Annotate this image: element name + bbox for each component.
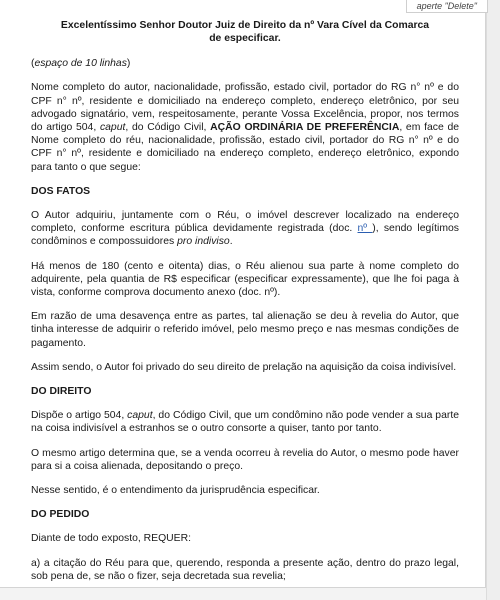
spacer-open: (	[31, 58, 35, 70]
direito-p1-italic: caput	[127, 410, 153, 422]
intro-text-2: , do Código Civil,	[125, 122, 211, 133]
fatos-paragraph-2: Há menos de 180 (cento e oitenta) dias, o Réu alienou sua parte à nome completo do adquirente, pela quantia de R$ especificar (especificar expressamente), que lhe foi paga à vista, conforme comprova documento anexo (doc. nº).	[31, 260, 459, 299]
fatos-p1-italic: pro indiviso	[177, 236, 230, 248]
spacer-text: espaço de 10 linhas	[34, 58, 127, 70]
delete-hint-tooltip: aperte "Delete"	[406, 0, 488, 13]
direito-paragraph-3: Nesse sentido, é o entendimento da jurisprudência especificar.	[31, 485, 320, 497]
section-heading-fatos: DOS FATOS	[31, 185, 91, 197]
intro-paragraph	[31, 81, 459, 173]
fatos-paragraph-3: Em razão de uma desavença entre as partes, tal alienação se deu à revelia do Autor, que tinha interesse de adquirir o referido imóvel, pelo mesmo preço e nas mesmas condições de pagamento.	[31, 311, 459, 349]
intro-caput: caput	[99, 122, 126, 133]
title-line-1: Excelentíssimo Senhor Doutor Juiz de Direito da nº Vara Cível da Comarca	[60, 20, 430, 31]
document-title	[31, 20, 459, 45]
doc-number-link[interactable]: nº	[357, 223, 373, 235]
direito-paragraph-2: O mesmo artigo determina que, se a venda ocorreu à revelia do Autor, o mesmo pode haver para si a coisa alienada, depositando o preço.	[31, 447, 459, 472]
fatos-paragraph-1	[31, 209, 459, 249]
intro-text-3: , em face de Nome completo do réu, nacionalidade, profissão, estado civil, portador do RG n° nº e do CPF n° nº, residente e domiciliado na endereço completo, endereço eletrônico, expondo para tanto o que segue:	[31, 122, 460, 173]
action-title: AÇÃO ORDINÁRIA DE PREFERÊNCIA	[210, 122, 400, 133]
vertical-scrollbar[interactable]	[486, 0, 500, 600]
pedido-paragraph-2: a) a citação do Réu para que, querendo, responda a presente ação, dentro do prazo legal, sob pena de, se não o fizer, seja decretada sua revelia;	[31, 557, 459, 582]
section-heading-direito: DO DIREITO	[31, 386, 92, 398]
direito-p1-text-1: Dispõe o artigo 504,	[31, 410, 128, 422]
direito-p1-text-2: , do Código Civil, que um condômino não pode vender a sua parte na coisa indivisível a estranhos se o outro consorte a quiser, tanto por tanto.	[31, 410, 459, 435]
intro-text-1: Nome completo do autor, nacionalidade, profissão, estado civil, portador do RG n° nº e do CPF n° nº, residente e domiciliado na endereço completo, endereço eletrônico, por seu advogado signatário, vem, respeitosamente, perante Vossa Excelência, propor, nos termos do artigo 504,	[31, 82, 459, 133]
document-body	[31, 20, 459, 588]
spacer-note	[31, 57, 459, 70]
spacer-close: )	[126, 58, 131, 70]
section-heading-pedido: DO PEDIDO	[31, 509, 90, 521]
fatos-p1-text-1: O Autor adquiriu, juntamente com o Réu, o imóvel descrever localizado na endereço completo, conforme escritura pública devidamente registrada (doc.	[31, 210, 459, 235]
title-line-2: de especificar.	[209, 32, 281, 44]
fatos-p1-text-3: .	[229, 236, 233, 248]
direito-paragraph-1	[31, 409, 459, 435]
pedido-paragraph-1: Diante de todo exposto, REQUER:	[31, 533, 191, 545]
fatos-p1-text-2: ), sendo legítimos condôminos e compossuidores	[31, 223, 459, 248]
fatos-paragraph-4: Assim sendo, o Autor foi privado do seu direito de prelação na aquisição da coisa indivisível.	[31, 361, 457, 373]
